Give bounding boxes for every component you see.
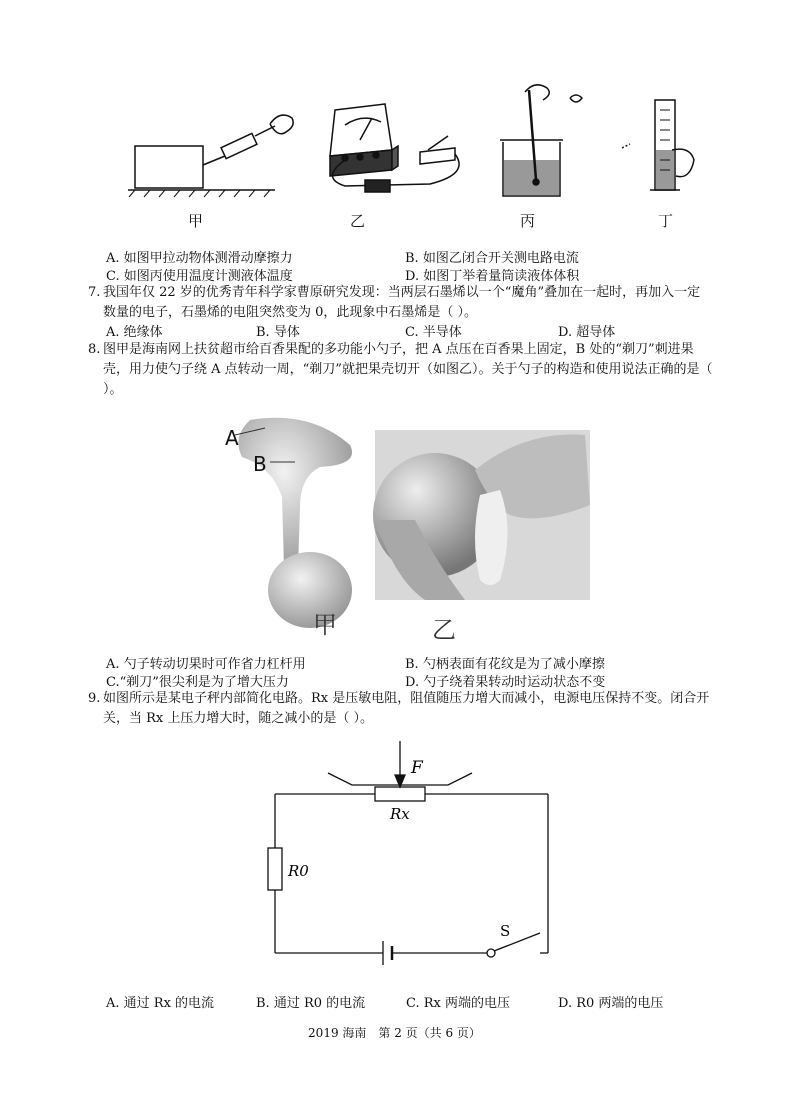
q9-circuit-diagram xyxy=(0,735,789,975)
q7-option-c[interactable]: C. 半导体 xyxy=(405,325,462,340)
q6-figure-label-yi: 乙 xyxy=(350,212,366,230)
figure-bing-thermometer xyxy=(500,85,582,196)
q9-option-c[interactable]: C. Rx 两端的电压 xyxy=(406,996,511,1011)
q9-options-row xyxy=(106,992,749,1010)
q8-number: 8. xyxy=(88,342,101,357)
q6-options-row-2 xyxy=(106,265,749,283)
switch-pivot xyxy=(487,949,495,957)
spoon-photo-jia xyxy=(235,418,352,628)
spoon-point-b-label: B xyxy=(253,452,267,476)
q9-option-b[interactable]: B. 通过 R0 的电流 xyxy=(256,996,366,1011)
q6-figures xyxy=(0,0,789,240)
force-label: F xyxy=(411,758,423,778)
figure-yi-ammeter-circuit xyxy=(330,104,459,192)
q6-figure-label-ding: 丁 xyxy=(658,212,674,230)
q7-options-row xyxy=(106,321,749,339)
q6-options-row-1 xyxy=(106,247,749,265)
q6-figure-label-jia: 甲 xyxy=(188,212,204,230)
q8-photos xyxy=(215,400,605,645)
q9-number: 9. xyxy=(88,691,101,706)
q8-option-c[interactable]: C.“剃刀”很尖利是为了增大压力 xyxy=(106,675,289,690)
q7-option-b[interactable]: B. 导体 xyxy=(256,325,300,340)
q8-option-b[interactable]: B. 勺柄表面有花纹是为了减小摩擦 xyxy=(405,657,605,672)
rx-resistor xyxy=(375,787,425,801)
q8-option-d[interactable]: D. 勺子绕着果转动时运动状态不变 xyxy=(405,675,606,690)
q9-stem: 如图所示是某电子秤内部简化电路。Rx 是压敏电阻，阻值随压力增大而减小，电源电压保持不变。闭合开关，当 Rx 上压力增大时，随之减小的是（ ）。 xyxy=(103,691,710,726)
r0-label: R0 xyxy=(288,862,309,880)
q6-option-a[interactable]: A. 如图甲拉动物体测滑动摩擦力 xyxy=(106,251,293,266)
q9-option-d[interactable]: D. R0 两端的电压 xyxy=(558,996,664,1011)
q7-option-a[interactable]: A. 绝缘体 xyxy=(106,325,163,340)
q9-option-a[interactable]: A. 通过 Rx 的电流 xyxy=(106,996,215,1011)
fruit-hand-photo-yi xyxy=(373,430,590,600)
q7-stem: 我国年仅 22 岁的优秀青年科学家曹原研究发现：当两层石墨烯以一个“魔角”叠加在一起时，再加入一定数量的电子，石墨烯的电阻突然变为 0，此现象中石墨烯是（ ）。 xyxy=(103,285,701,320)
spoon-point-a-label: A xyxy=(225,426,239,450)
q7-number: 7. xyxy=(88,285,101,300)
r0-resistor xyxy=(268,848,282,890)
q8-stem: 图甲是海南网上扶贫超市给百香果配的多功能小勺子，把 A 点压在百香果上固定，B 处的“剃刀”刺进果壳，用力使勺子绕 A 点转动一周，“剃刀”就把果壳切开（如图乙）。关于勺子的构造和使用说法正确的是（ ）。 xyxy=(103,342,713,397)
page-footer: 2019 海南 第 2 页（共 6 页） xyxy=(308,1026,481,1040)
q6-option-d[interactable]: D. 如图丁举着量筒读液体体积 xyxy=(405,269,580,284)
figure-jia-spring-scale xyxy=(128,115,293,197)
q8-options-row-1 xyxy=(106,653,749,671)
switch-label: S xyxy=(500,922,511,940)
q6-option-c[interactable]: C. 如图丙使用温度计测液体温度 xyxy=(106,269,293,284)
q7-option-d[interactable]: D. 超导体 xyxy=(558,325,616,340)
q8-figure-label-yi: 乙 xyxy=(432,616,456,644)
q6-option-b[interactable]: B. 如图乙闭合开关测电路电流 xyxy=(405,251,579,266)
rx-label: Rx xyxy=(390,805,410,823)
q8-option-a[interactable]: A. 勺子转动切果时可作省力杠杆用 xyxy=(106,657,306,672)
q8-figure-label-jia: 甲 xyxy=(313,611,337,639)
q8-options-row-2 xyxy=(106,671,749,689)
q6-figure-label-bing: 丙 xyxy=(520,212,536,230)
figure-ding-cylinder xyxy=(622,100,694,190)
